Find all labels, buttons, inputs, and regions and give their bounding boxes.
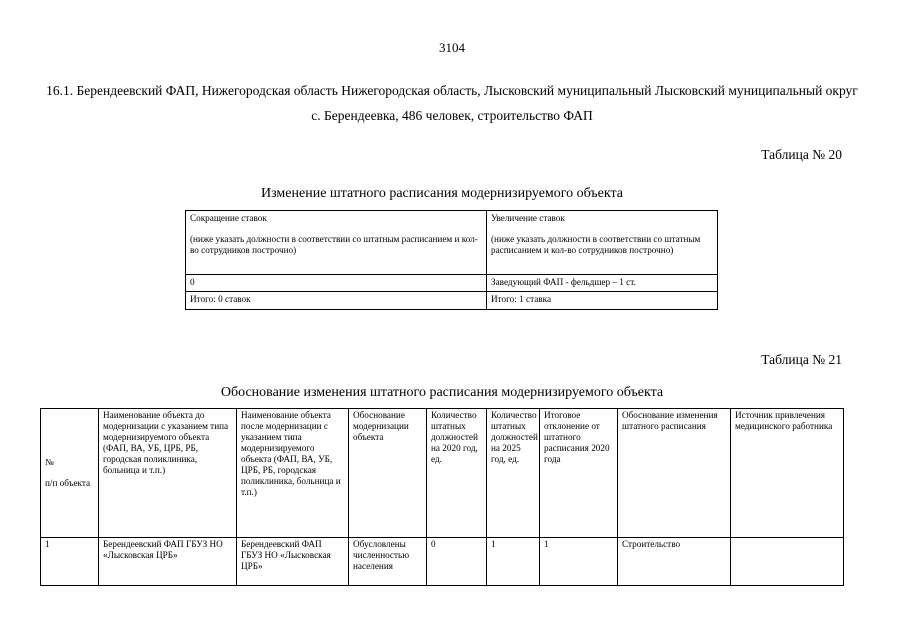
increase-value: Заведующий ФАП - фельдшер – 1 ст. — [487, 275, 718, 292]
table-row — [41, 538, 844, 586]
header-justification: Обоснование модернизации объекта — [349, 409, 427, 538]
table-20-label: Таблица № 20 — [761, 147, 842, 162]
table-20-caption: Изменение штатного расписания модернизируемого объекта — [260, 186, 624, 201]
table-row — [186, 292, 718, 310]
cell-staff-2020: 0 — [427, 538, 487, 586]
table-21-label: Таблица № 21 — [761, 352, 842, 367]
increase-total: Итого: 1 ставка — [487, 292, 718, 310]
header-source: Источник привлечения медицинского работника — [731, 409, 844, 538]
increase-header-cell — [487, 211, 718, 275]
table-header-row — [41, 409, 844, 538]
header-num — [41, 409, 99, 538]
header-staff-2020: Количество штатных должностей на 2020 год, ед. — [427, 409, 487, 538]
header-change-reason: Обоснование изменения штатного расписания — [618, 409, 731, 538]
cell-source — [731, 538, 844, 586]
reduction-header-cell — [186, 211, 487, 275]
increase-title: Увеличение ставок — [491, 213, 565, 223]
staffing-change-table — [185, 210, 718, 310]
reduction-title: Сокращение ставок — [190, 213, 267, 223]
increase-note: (ниже указать должности в соответствии со штатным расписанием и кол-во сотрудников построчно) — [491, 234, 701, 255]
header-after: Наименование объекта после модернизации с указанием типа модернизируемого объекта (ФАП, ВА, УБ, ЦРБ, РБ, городская поликлиника, больница и т.п.) — [237, 409, 349, 538]
table-row — [186, 211, 718, 275]
header-deviation: Итоговое отклонение от штатного расписания 2020 года — [540, 409, 618, 538]
staffing-justification-table — [40, 408, 844, 586]
cell-after: Берендеевский ФАП ГБУЗ НО «Лысковская ЦРБ» — [237, 538, 349, 586]
page-number: 3104 — [439, 40, 465, 55]
cell-justification: Обусловлены численностью населения — [349, 538, 427, 586]
header-staff-2025: Количество штатных должностей на 2025 год, ед. — [487, 409, 540, 538]
header-num-symbol: № — [45, 457, 54, 467]
table-21-caption: Обоснование изменения штатного расписания модернизируемого объекта — [220, 385, 664, 400]
cell-staff-2025: 1 — [487, 538, 540, 586]
cell-change-reason: Строительство — [618, 538, 731, 586]
header-before: Наименование объекта до модернизации с указанием типа модернизируемого объекта (ФАП, ВА, УБ, ЦРБ, РБ, городская поликлиника, больница и т.п.) — [99, 409, 237, 538]
cell-num: 1 — [41, 538, 99, 586]
reduction-value: 0 — [186, 275, 487, 292]
table-row — [186, 275, 718, 292]
reduction-total: Итого: 0 ставок — [186, 292, 487, 310]
cell-before: Берендеевский ФАП ГБУЗ НО «Лысковская ЦРБ» — [99, 538, 237, 586]
cell-deviation: 1 — [540, 538, 618, 586]
header-num-text: п/п объекта — [45, 478, 91, 488]
reduction-note: (ниже указать должности в соответствии со штатным расписанием и кол-во сотрудников построчно) — [190, 234, 478, 255]
section-heading: 16.1. Берендеевский ФАП, Нижегородская область Нижегородская область, Лысковский муниципальный Лысковский муниципальный округ с. Берендеевка, 486 человек, строительство ФАП — [46, 83, 858, 123]
